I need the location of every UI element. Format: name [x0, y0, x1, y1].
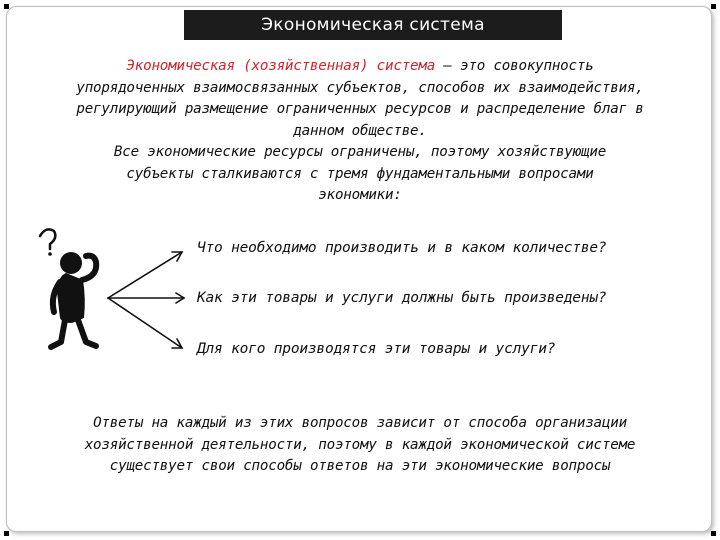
intro-line: данном обществе.: [293, 122, 427, 139]
arrow-to-question-1: [108, 252, 182, 298]
question-3: Для кого производятся эти товары и услуги?: [197, 341, 556, 357]
branch-arrows: [108, 252, 184, 348]
intro-line: субъекты сталкиваются с тремя фундаментальными вопросами: [126, 165, 594, 182]
answer-line: Ответы на каждый из этих вопросов зависит от способа организации: [93, 415, 627, 431]
arrow-to-question-3: [108, 298, 182, 348]
arrowhead-icon: [172, 339, 182, 348]
term-highlight: Экономическая (хозяйственная) система: [126, 58, 436, 74]
answer-line: хозяйственной деятельности, поэтому в каждой экономической системе: [84, 436, 636, 453]
intro-line: упорядоченных взаимосвязанных субъектов, способов их взаимодействия,: [76, 79, 644, 96]
intro-line: Все экономические ресурсы ограничены, поэтому хозяйствующие: [113, 144, 607, 160]
thinking-figure-icon: [40, 229, 96, 347]
slide-title: Экономическая система: [184, 10, 562, 40]
question-1: Что необходимо производить и в каком количестве?: [197, 240, 607, 256]
answer-text: [8, 413, 712, 478]
intro-line: экономики:: [318, 187, 402, 203]
question-2: Как эти товары и услуги должны быть произведены?: [197, 290, 607, 306]
intro-line: Экономическая (хозяйственная) система — это совокупность: [126, 58, 594, 74]
answer-line: существует свои способы ответов на эти экономические вопросы: [109, 458, 611, 474]
intro-line: регулирующий размещение ограниченных ресурсов и распределение благ в: [76, 101, 644, 117]
